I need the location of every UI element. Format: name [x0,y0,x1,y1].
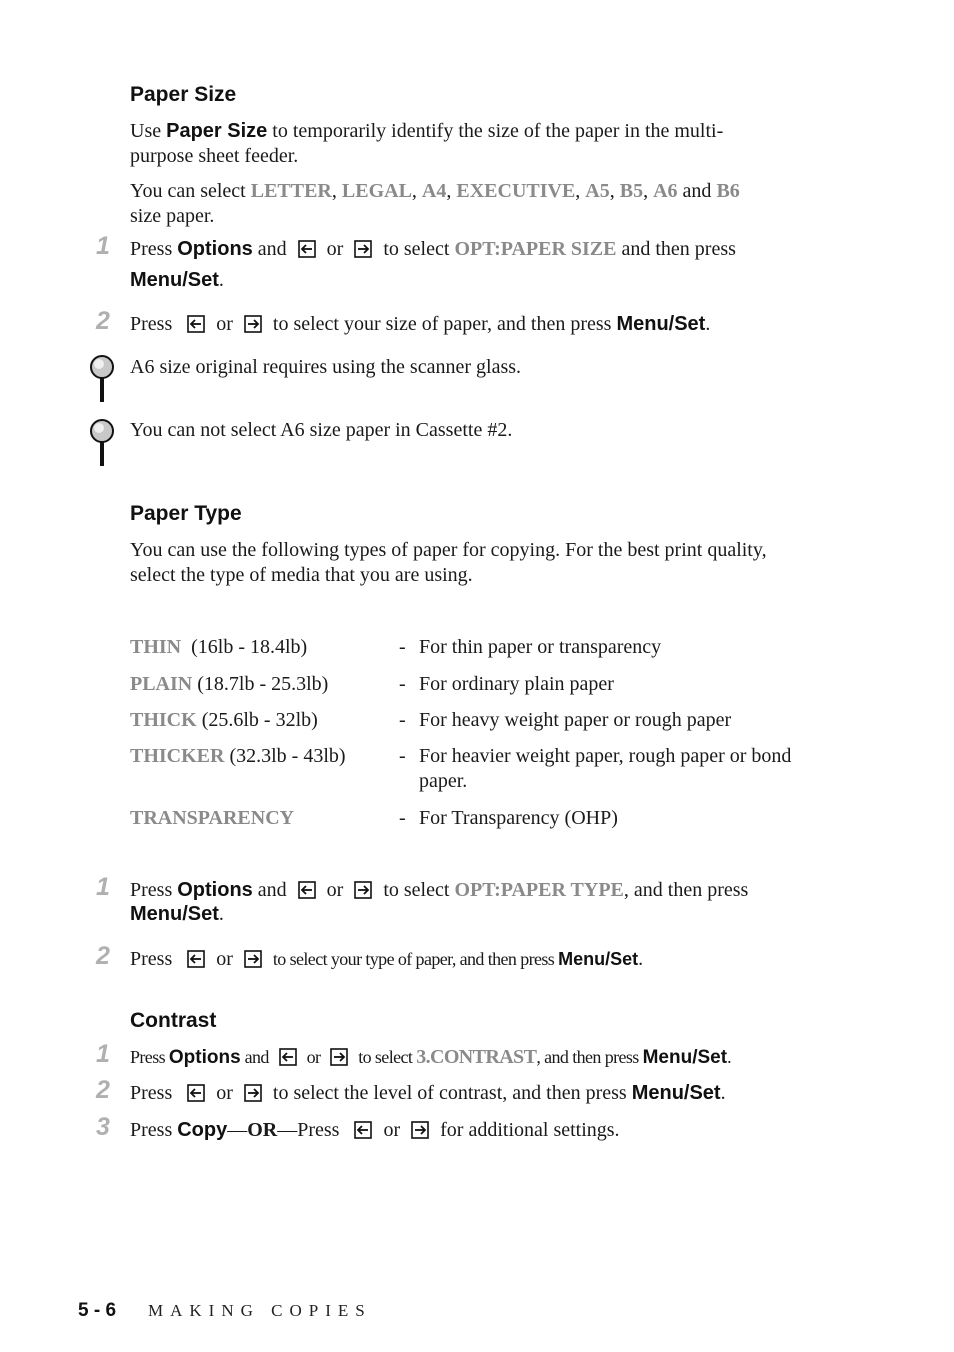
then-text: , and then press [536,1047,643,1067]
left-arrow-key-icon [298,240,316,258]
type-weight: (16lb - 18.4lb) [181,636,308,658]
paper-type-step2 [130,947,643,972]
paper-type-desc: For heavy weight paper or rough paper [419,709,732,731]
press-text: Press [130,1119,178,1141]
menu-set-key-label: Menu/Set [616,313,706,335]
left-arrow-key-icon [187,315,205,333]
paper-size-intro [130,119,723,169]
press-text: Press [130,1082,173,1104]
contrast-step3 [130,1118,620,1143]
intro-text-line2: purpose sheet feeder. [130,145,299,167]
press-text: Press [130,1047,169,1067]
menu-set-key-label: Menu/Set [130,269,219,291]
type-name: PLAIN [130,673,193,695]
step-number: 1 [96,232,110,260]
step-number: 1 [96,1040,110,1068]
left-arrow-key-icon [187,1084,205,1102]
period: . [218,903,224,925]
press-text: Press [130,948,173,970]
or-text: or [383,1119,401,1141]
paper-type-dash: - [399,673,406,695]
right-arrow-key-icon [244,950,262,968]
paper-type-row [130,806,294,831]
copy-key-label: Copy [177,1119,228,1141]
paper-type-desc [419,744,791,794]
right-arrow-key-icon [244,1084,262,1102]
or-text: or [326,238,344,260]
paper-type-dash: - [399,807,406,829]
size-letter: LETTER [250,180,332,202]
to-select-text: to select [358,1047,417,1067]
magnifier-note-icon [88,354,116,404]
intro-text-rest: to temporarily identify the size of the paper in the multi- [267,120,724,142]
and-text: and [252,879,292,901]
step-number: 1 [96,873,110,901]
menu-set-key-label: Menu/Set [130,903,219,925]
paper-type-intro [130,538,767,588]
menu-set-key-label: Menu/Set [642,1047,728,1068]
contrast-step1 [130,1045,731,1070]
options-key-label: Options [177,238,253,260]
period: . [720,1082,726,1104]
contrast-code: 3.CONTRAST [416,1046,537,1068]
type-weight: (18.7lb - 25.3lb) [192,673,329,695]
or-text: or [216,313,233,335]
step-text: to select the level of contrast, and then press [272,1082,632,1104]
size-executive: EXECUTIVE [456,180,576,202]
period: . [638,948,644,970]
desc-line1: For heavier weight paper, rough paper or bond [419,745,792,767]
magnifier-note-icon [88,418,116,468]
and-text: and [252,238,292,260]
paper-size-step2 [130,312,710,337]
right-arrow-key-icon [354,881,372,899]
contrast-step2 [130,1081,726,1106]
size-b6: B6 [716,180,740,202]
or-text: or [326,879,344,901]
opt-paper-type-code: OPT:PAPER TYPE [454,879,624,901]
or-bold-text: OR [247,1119,278,1141]
right-arrow-key-icon [330,1048,348,1066]
menu-set-key-label: Menu/Set [631,1082,721,1104]
to-select-text: to select [383,238,455,260]
paper-type-row [130,708,318,733]
to-select-text: to select [383,879,455,901]
size-a4: A4 [421,180,447,202]
paper-type-step1 [130,878,748,903]
step-number: 3 [96,1113,110,1141]
size-a6: A6 [653,180,678,202]
or-text: or [216,948,233,970]
paper-size-term: Paper Size [166,120,268,142]
paper-size-heading: Paper Size [130,83,237,106]
period: . [218,269,224,291]
paper-type-heading: Paper Type [130,502,242,525]
paper-type-desc: For Transparency (OHP) [419,807,618,829]
right-arrow-key-icon [244,315,262,333]
left-arrow-key-icon [298,881,316,899]
contrast-heading: Contrast [130,1009,217,1032]
period: . [705,313,711,335]
paper-size-step1-line2 [130,268,224,293]
note-scanner-glass: A6 size original requires using the scanner glass. [130,356,522,378]
then-text: , and then press [623,879,749,901]
paper-type-row [130,672,328,697]
period: . [727,1047,731,1067]
paper-type-row [130,635,307,660]
menu-set-key-label: Menu/Set [558,949,639,969]
step-text: to select your type of paper, and then press [272,949,559,969]
type-name: TRANSPARENCY [130,807,295,829]
press-text: —Press [277,1119,340,1141]
type-name: THICKER [130,745,225,767]
paper-size-options: You can select LETTER, LEGAL, A4, EXECUTIVE, A5, B5, A6 and B6 size paper. [130,180,740,227]
paper-type-dash: - [399,636,406,658]
and-word: and [682,180,712,202]
left-arrow-key-icon [187,950,205,968]
opt-paper-size-code: OPT:PAPER SIZE [454,238,617,260]
type-weight: (25.6lb - 32lb) [196,709,318,731]
paper-type-step1-line2 [130,902,224,927]
right-arrow-key-icon [354,240,372,258]
and-text: and [240,1047,273,1067]
step-number: 2 [96,1076,110,1104]
step-number: 2 [96,307,110,335]
intro-text: Use [130,120,167,142]
type-weight: (32.3lb - 43lb) [224,745,346,767]
left-arrow-key-icon [354,1121,372,1139]
type-name: THIN [130,636,182,658]
page-number: 5 - 6 [78,1300,117,1321]
paper-type-desc: For ordinary plain paper [419,673,614,695]
or-text: or [216,1082,233,1104]
size-b5: B5 [619,180,644,202]
right-arrow-key-icon [411,1121,429,1139]
select-text-line2: size paper. [130,205,215,227]
size-legal: LEGAL [341,180,412,202]
paper-type-dash: - [399,709,406,731]
left-arrow-key-icon [279,1048,297,1066]
step-text: to select your size of paper, and then press [272,313,617,335]
paper-type-dash: - [399,745,406,767]
options-key-label: Options [168,1047,241,1068]
step-text: for additional settings. [440,1119,620,1141]
paper-size-step1 [130,237,736,262]
intro-line2: select the type of media that you are using. [130,564,473,586]
paper-type-desc: For thin paper or transparency [419,636,662,658]
press-text: Press [130,879,178,901]
chapter-title: MAKING COPIES [148,1301,372,1320]
note-cassette: You can not select A6 size paper in Cassette #2. [130,419,513,441]
desc-line2: paper. [419,770,468,792]
type-name: THICK [130,709,197,731]
or-text: or [306,1047,321,1067]
intro-line1: You can use the following types of paper for copying. For the best print quality, [130,539,767,561]
size-a5: A5 [585,180,610,202]
options-key-label: Options [177,879,253,901]
then-text: and then press [616,238,736,260]
select-text: You can select [130,180,251,202]
paper-type-row [130,744,346,769]
em-dash: — [227,1119,248,1141]
step-number: 2 [96,942,110,970]
press-text: Press [130,313,173,335]
press-text: Press [130,238,178,260]
